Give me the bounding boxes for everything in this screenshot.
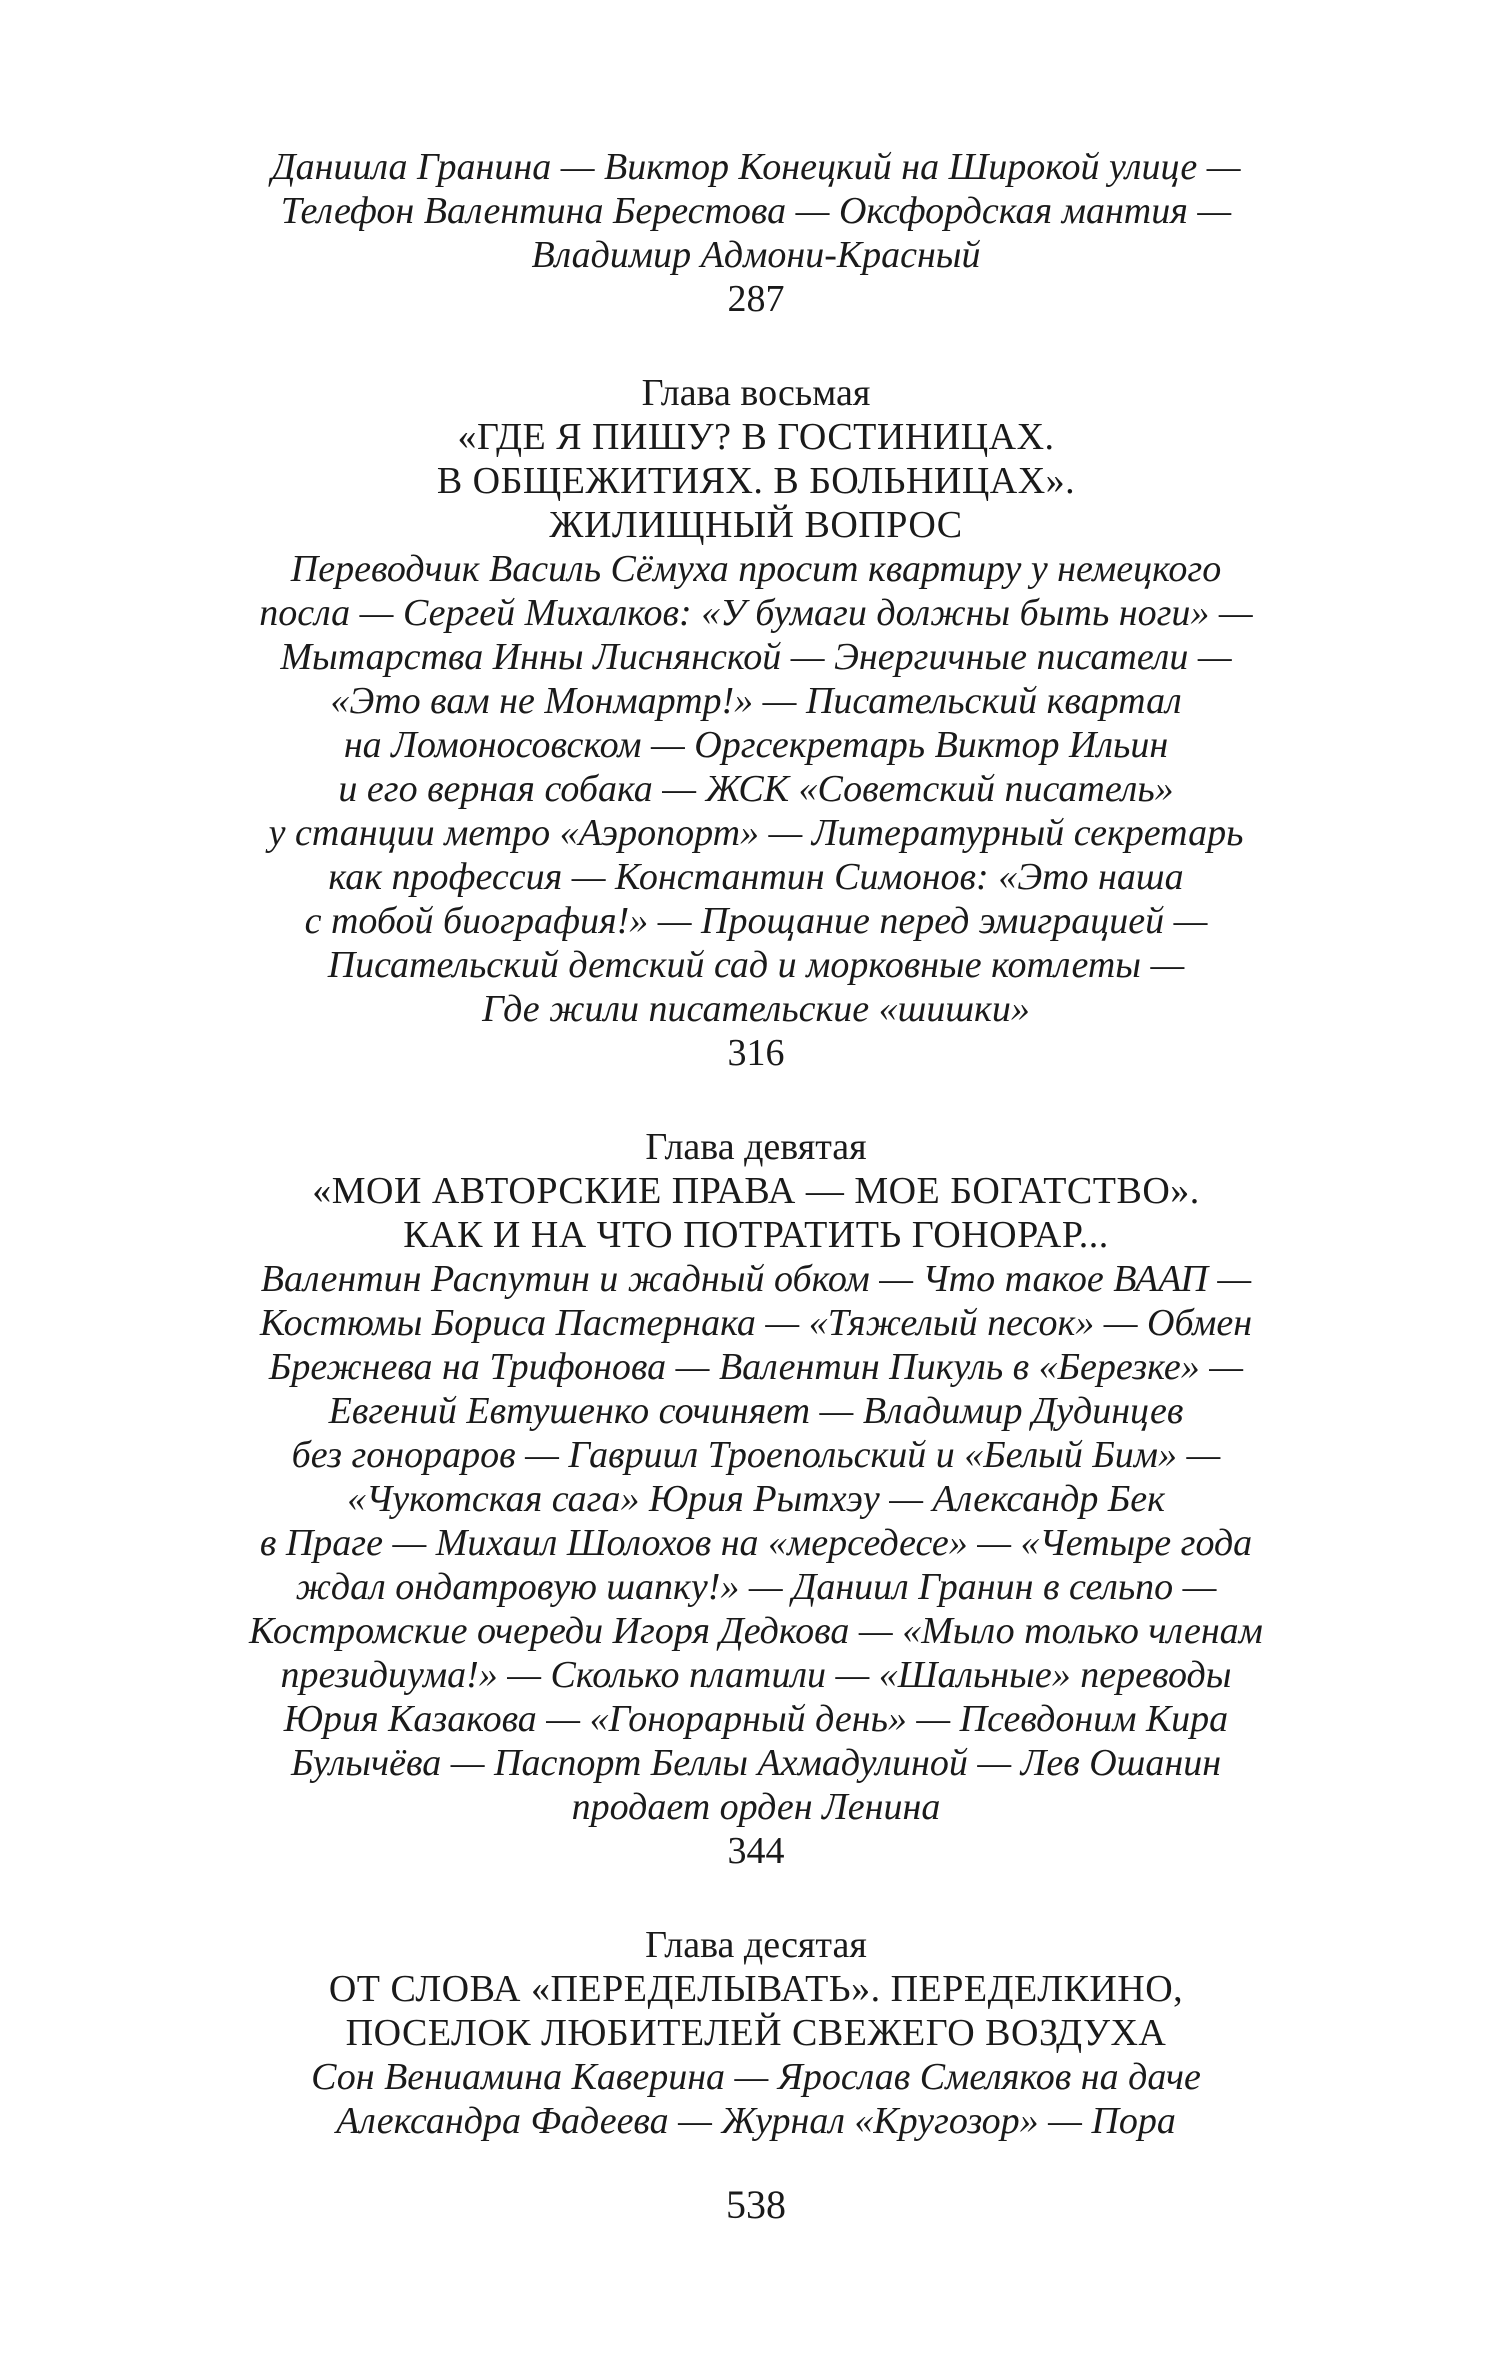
toc-page-number: 316 (727, 1032, 785, 1074)
chapter-contents-line: как профессия — Константин Симонов: «Это наша (328, 856, 1184, 898)
chapter-contents-line: без гонораров — Гавриил Троепольский и «Белый Бим» — (291, 1434, 1221, 1476)
chapter-title-line: ОТ СЛОВА «ПЕРЕДЕЛЫВАТЬ». ПЕРЕДЕЛКИНО, (328, 1968, 1184, 2010)
chapter-title-line: В ОБЩЕЖИТИЯХ. В БОЛЬНИЦАХ». (436, 460, 1076, 502)
chapter-title-line: ЖИЛИЩНЫЙ ВОПРОС (549, 504, 963, 546)
toc-page-number: 344 (727, 1830, 785, 1872)
toc-entry-line: Телефон Валентина Берестова — Оксфордская мантия — (280, 190, 1232, 232)
chapter-contents-line: Валентин Распутин и жадный обком — Что такое ВААП — (260, 1258, 1252, 1300)
chapter-title-line: ПОСЕЛОК ЛЮБИТЕЛЕЙ СВЕЖЕГО ВОЗДУХА (345, 2012, 1167, 2054)
chapter-contents-line: продает орден Ленина (571, 1786, 941, 1828)
page-folio-number: 538 (726, 2182, 786, 2227)
chapter-contents-line: Где жили писательские «шишки» (482, 988, 1030, 1030)
chapter-label: Глава девятая (645, 1126, 867, 1168)
chapter-contents-line: и его верная собака — ЖСК «Советский писатель» (338, 768, 1174, 810)
chapter-contents-line: посла — Сергей Михалков: «У бумаги должны быть ноги» — (259, 592, 1253, 634)
toc-entry-line: Владимир Адмони-Красный (531, 234, 981, 276)
chapter-contents-line: Переводчик Василь Сёмуха просит квартиру у немецкого (290, 548, 1222, 590)
chapter-contents-line: Мытарства Инны Лиснянской — Энергичные писатели — (280, 636, 1232, 678)
chapter-label: Глава десятая (645, 1924, 867, 1966)
chapter-label: Глава восьмая (641, 372, 871, 414)
chapter-title-line: «МОИ АВТОРСКИЕ ПРАВА — МОЕ БОГАТСТВО». (312, 1170, 1200, 1212)
chapter-contents-line: Костромские очереди Игоря Дедкова — «Мыло только членам (249, 1610, 1263, 1652)
chapter-contents-line: Евгений Евтушенко сочиняет — Владимир Дудинцев (328, 1390, 1184, 1432)
chapter-contents-line: Брежнева на Трифонова — Валентин Пикуль в «Березке» — (268, 1346, 1244, 1388)
toc-entry-line: Даниила Гранина — Виктор Конецкий на Широкой улице — (271, 146, 1241, 188)
chapter-contents-line: Писательский детский сад и морковные котлеты — (327, 944, 1185, 986)
chapter-contents-line: Юрия Казакова — «Гонорарный день» — Псевдоним Кира (283, 1698, 1229, 1740)
chapter-contents-line: Костюмы Бориса Пастернака — «Тяжелый песок» — Обмен (259, 1302, 1253, 1344)
chapter-contents-line: Булычёва — Паспорт Беллы Ахмадулиной — Лев Ошанин (290, 1742, 1222, 1784)
chapter-title-line: КАК И НА ЧТО ПОТРАТИТЬ ГОНОРАР... (403, 1214, 1109, 1256)
chapter-contents-line: Сон Вениамина Каверина — Ярослав Смеляков на даче (311, 2056, 1201, 2098)
chapter-contents-line: «Чукотская сага» Юрия Рытхэу — Александр Бек (347, 1478, 1165, 1520)
chapter-contents-line: в Праге — Михаил Шолохов на «мерседесе» — «Четыре года (259, 1522, 1253, 1564)
chapter-contents-line: «Это вам не Монмартр!» — Писательский квартал (330, 680, 1182, 722)
chapter-contents-line: с тобой биография!» — Прощание перед эмиграцией — (304, 900, 1208, 942)
chapter-contents-line: президиума!» — Сколько платили — «Шальные» переводы (280, 1654, 1232, 1696)
chapter-contents-line: Александра Фадеева — Журнал «Кругозор» — Пора (336, 2100, 1176, 2142)
chapter-contents-line: ждал ондатровую шапку!» — Даниил Гранин в сельпо — (295, 1566, 1217, 1608)
toc-page-number: 287 (727, 278, 785, 320)
chapter-contents-line: у станции метро «Аэропорт» — Литературный секретарь (268, 812, 1244, 854)
chapter-title-line: «ГДЕ Я ПИШУ? В ГОСТИНИЦАХ. (457, 416, 1055, 458)
chapter-contents-line: на Ломоносовском — Оргсекретарь Виктор Ильин (343, 724, 1169, 766)
